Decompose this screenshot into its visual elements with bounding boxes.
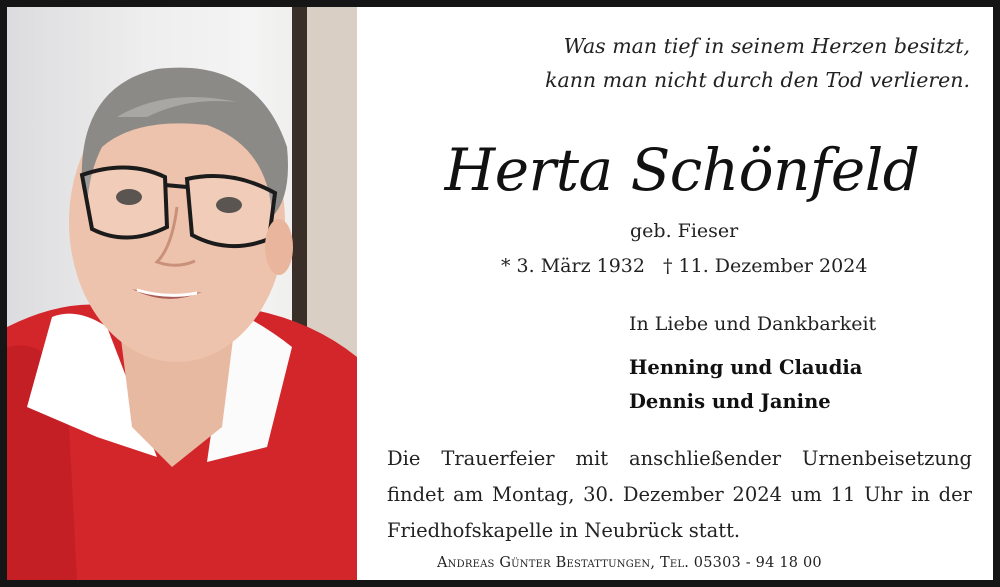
ceremony-line-1: Die Trauerfeier mit anschließender Urnenbeisetzung: [387, 447, 972, 470]
deceased-name: Herta Schönfeld: [444, 136, 920, 204]
death-date: † 11. Dezember 2024: [662, 255, 868, 277]
life-dates: [501, 255, 867, 277]
quote-line-2: kann man nicht durch den Tod verlieren.: [545, 68, 970, 92]
birth-date: * 3. März 1932: [501, 255, 645, 277]
mourner-name: Henning und Claudia: [629, 356, 863, 379]
funeral-home-contact: Andreas Günter Bestattungen, Tel. 05303 - 94 18 00: [437, 555, 822, 571]
ceremony-announcement: [387, 441, 972, 549]
quote-line-1: Was man tief in seinem Herzen besitzt,: [563, 34, 970, 58]
ceremony-line-3: Friedhofskapelle in Neubrück statt.: [387, 519, 741, 542]
ceremony-line-2: findet am Montag, 30. Dezember 2024 um 11 Uhr in der: [387, 483, 972, 506]
mourner-name: Dennis und Janine: [629, 390, 831, 413]
birth-name: geb. Fieser: [630, 220, 739, 242]
portrait-photo: [7, 7, 357, 580]
mourners-list: [629, 351, 862, 419]
memorial-quote: [417, 29, 970, 97]
mourners-intro: In Liebe und Dankbarkeit: [629, 313, 877, 335]
portrait-illustration: [7, 7, 357, 580]
